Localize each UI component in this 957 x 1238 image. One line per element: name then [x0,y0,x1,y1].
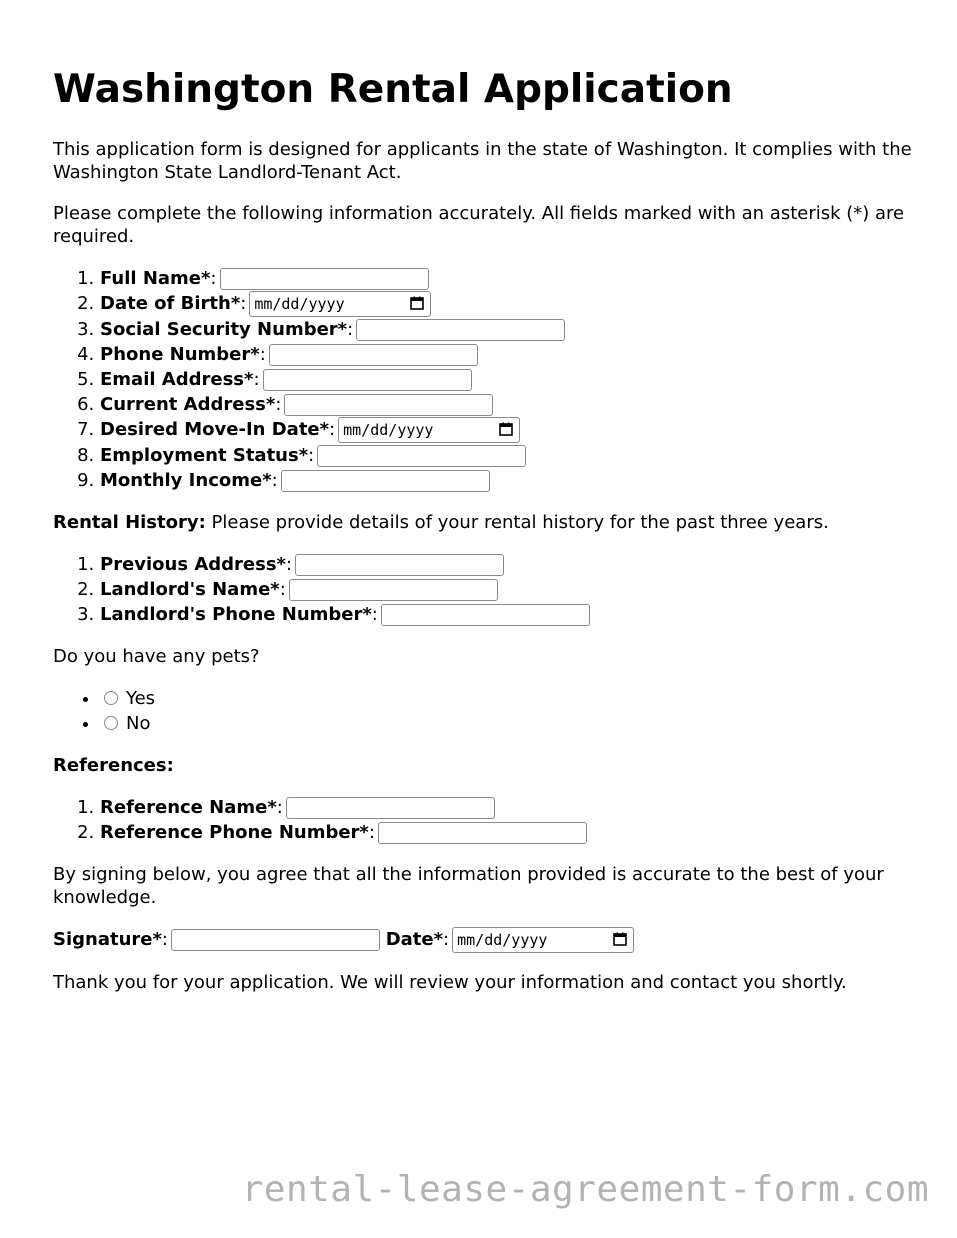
field-label: Previous Address* [100,554,286,575]
references-heading [53,754,913,777]
references-list [53,795,913,845]
field-date-of-birth: 2. Date of Birth*: mm/dd/yyyy [100,291,913,317]
field-label: Reference Name* [100,797,277,818]
pets-option-yes [100,686,913,711]
pets-no-radio[interactable] [104,716,118,730]
pets-option-no [100,711,913,736]
field-previous-address: 1. Previous Address*: [100,552,913,577]
rental-history-intro [53,511,913,534]
field-label: Email Address* [100,369,254,390]
previous-address-input[interactable] [295,554,504,576]
pets-question: Do you have any pets? [53,646,260,667]
field-reference-name: 1. Reference Name*: [100,795,913,820]
field-monthly-income: 9. Monthly Income*: [100,468,913,493]
page-title: Washington Rental Application [53,67,733,112]
field-label: Landlord's Phone Number* [100,604,372,625]
calendar-icon[interactable] [499,422,513,436]
rental-history-list [53,552,913,627]
signature-row: Signature*: Date*: mm/dd/yyyy [53,927,913,953]
pets-yes-radio[interactable] [104,691,118,705]
landlord-phone-input[interactable] [381,604,590,626]
field-label: Date of Birth* [100,293,241,314]
email-input[interactable] [263,369,472,391]
field-reference-phone: 2. Reference Phone Number*: [100,820,913,845]
rental-history-heading: Rental History: [53,512,206,533]
calendar-icon[interactable] [410,296,424,310]
rental-history-text: Please provide details of your rental history for the past three years. [205,512,829,533]
ssn-input[interactable] [356,319,565,341]
field-label: Social Security Number* [100,319,348,340]
date-placeholder: mm/dd/yyyy [457,931,548,949]
field-full-name: 1. Full Name*: [100,266,913,291]
field-landlord-phone: 3. Landlord's Phone Number*: [100,602,913,627]
field-ssn: 3. Social Security Number*: [100,317,913,342]
calendar-icon[interactable] [613,932,627,946]
landlord-name-input[interactable] [289,579,498,601]
field-phone: 4. Phone Number*: [100,342,913,367]
field-label: Reference Phone Number* [100,822,369,843]
monthly-income-input[interactable] [281,470,490,492]
field-email: 5. Email Address*: [100,367,913,392]
phone-input[interactable] [269,344,478,366]
agreement-text: By signing below, you agree that all the information provided is accurate to the best of your knowledge. [53,864,884,908]
employment-status-input[interactable] [317,445,526,467]
field-employment-status: 8. Employment Status*: [100,443,913,468]
rental-application-form [53,64,913,1012]
radio-label[interactable]: No [126,713,151,734]
move-in-date-input[interactable] [338,417,520,443]
field-move-in-date: 7. Desired Move-In Date*: mm/dd/yyyy [100,417,913,443]
watermark: rental-lease-agreement-form.com [241,1169,929,1210]
field-label: Desired Move-In Date* [100,419,330,440]
full-name-input[interactable] [220,268,429,290]
applicant-fields-list [53,266,913,493]
signature-input[interactable] [171,929,380,951]
signature-label: Signature* [53,929,162,950]
reference-name-input[interactable] [286,797,495,819]
field-label: Landlord's Name* [100,579,280,600]
reference-phone-input[interactable] [378,822,587,844]
current-address-input[interactable] [284,394,493,416]
field-landlord-name: 2. Landlord's Name*: [100,577,913,602]
field-label: Current Address* [100,394,276,415]
date-of-birth-input[interactable] [249,291,431,317]
field-label: Full Name* [100,268,211,289]
field-label: Phone Number* [100,344,260,365]
radio-label[interactable]: Yes [126,688,156,709]
field-label: Monthly Income* [100,470,272,491]
date-placeholder: mm/dd/yyyy [254,295,345,313]
field-current-address: 6. Current Address*: [100,392,913,417]
intro-text: This application form is designed for applicants in the state of Washington. It complies with the Washington State Landlord-Tenant Act. [53,139,912,183]
references-heading-text: References: [53,755,174,776]
closing-text: Thank you for your application. We will review your information and contact you shortly. [53,972,847,993]
instructions-text: Please complete the following information accurately. All fields marked with an asterisk (*) are required. [53,203,905,247]
pets-options [53,686,913,736]
signature-date-input[interactable] [452,927,634,953]
date-placeholder: mm/dd/yyyy [343,421,434,439]
field-label: Employment Status* [100,445,309,466]
date-label: Date* [385,929,444,950]
